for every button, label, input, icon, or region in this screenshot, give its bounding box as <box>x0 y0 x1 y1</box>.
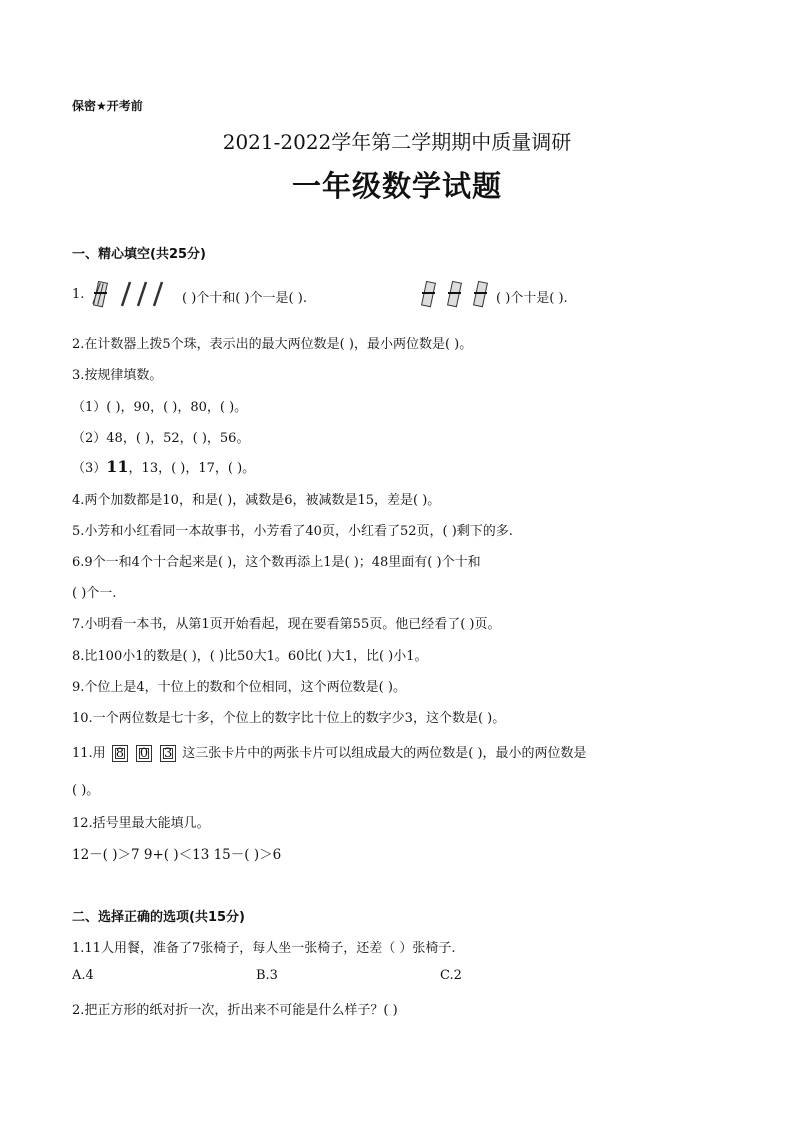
question-8: 8.比100小1的数是( )，( )比50大1。60比( )大1，比( )小1。 <box>72 649 428 664</box>
question-1-part2: ( )个十是( ). <box>496 291 568 306</box>
question-1-part1: ( )个十和( )个一是( ). <box>182 291 307 306</box>
question-4: 4.两个加数都是10，和是( )，减数是6，被减数是15，差是( )。 <box>72 493 441 508</box>
question-12: 12.括号里最大能填几。 <box>72 816 210 831</box>
choice-question-2: 2.把正方形的纸对折一次，折出来不可能是什么样子？( ) <box>72 1003 398 1018</box>
section-2-heading: 二、选择正确的选项(共15分) <box>72 910 245 925</box>
question-11-line2: ( )。 <box>72 783 100 798</box>
question-11-text: 这三张卡片中的两张卡片可以组成最大的两位数是( )，最小的两位数是 <box>182 746 587 761</box>
ten-stick-bundle-icon <box>448 281 462 306</box>
question-11-line1 <box>72 742 587 762</box>
question-3-1: （1）( )，90，( )，80，( )。 <box>72 400 248 415</box>
exam-subject-title: 一年级数学试题 <box>291 169 502 203</box>
question-12-items: 12－( )＞7 9+( )＜13 15－( )＞6 <box>72 847 282 863</box>
choice-option-b: B.3 <box>256 968 278 983</box>
question-6-line1: 6.9个一和4个十合起来是( )，这个数再添上1是( )；48里面有( )个十和 <box>72 555 481 570</box>
question-3: 3.按规律填数。 <box>72 368 163 383</box>
exam-term-title: 2021-2022学年第二学期期中质量调研 <box>222 130 572 154</box>
question-7: 7.小明看一本书，从第1页开始看起，现在要看第55页。他已经看了( )页。 <box>72 617 501 632</box>
question-5: 5.小芳和小红看同一本故事书，小芳看了40页，小红看了52页，( )剩下的多. <box>72 524 513 539</box>
question-6-line2: ( )个一. <box>72 586 117 601</box>
number-card: 3 <box>160 745 176 762</box>
single-stick-icon <box>138 282 146 306</box>
question-1-prefix: 1. <box>72 287 85 302</box>
confidential-label: 保密★开考前 <box>72 99 143 113</box>
question-9: 9.个位上是4，十位上的数和个位相同，这个两位数是( )。 <box>72 680 406 695</box>
question-3-3 <box>72 457 255 476</box>
question-3-3-rest: ，13，( )，17，( )。 <box>128 461 256 476</box>
question-3-2: （2）48，( )，52，( )，56。 <box>72 431 250 446</box>
question-2: 2.在计数器上拨5个珠，表示出的最大两位数是( )，最小两位数是( )。 <box>72 337 473 352</box>
question-3-3-first-number: 11 <box>106 457 129 476</box>
single-stick-icon <box>154 282 162 306</box>
choice-option-c: C.2 <box>440 968 462 983</box>
stick-bundle-picture-2 <box>420 279 496 309</box>
choice-question-1: 1.11人用餐，准备了7张椅子，每人坐一张椅子，还差（ ）张椅子. <box>72 941 456 956</box>
question-10: 10.一个两位数是七十多，个位上的数字比十位上的数字少3，这个数是( )。 <box>72 711 506 726</box>
choice-option-a: A.4 <box>72 968 94 983</box>
ten-stick-bundle-icon <box>422 281 436 306</box>
number-card: 0 <box>136 745 152 762</box>
ten-stick-bundle-icon <box>474 281 488 306</box>
number-card: 8 <box>112 745 128 762</box>
question-3-3-label: （3） <box>72 461 107 476</box>
single-stick-icon <box>122 282 130 306</box>
question-11-prefix: 11.用 <box>72 746 106 761</box>
ten-stick-bundle-icon <box>93 281 108 306</box>
section-1-heading: 一、精心填空(共25分) <box>72 247 206 262</box>
stick-bundle-picture-1 <box>92 279 178 309</box>
